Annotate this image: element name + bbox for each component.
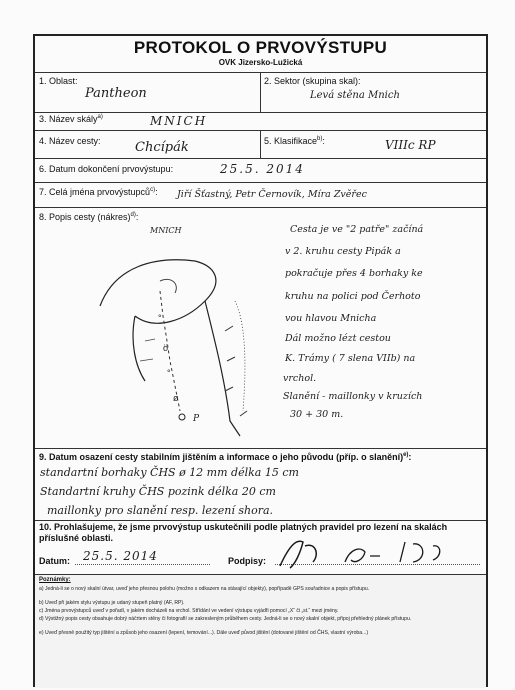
description-line: K. Trámy ( 7 slena VIIb) na [285,353,416,364]
ledge-marks [140,339,155,361]
divider [260,130,261,158]
description-line: Cesta je ve "2 patře" začíná [290,224,424,235]
protocol-form [33,34,488,687]
note-item: d) Výstižný popis cesty obsahuje dobrý náčrtem stěny či fotografií se zakresleným průběhem cesty. Jedná-li se o nový skalní objekt, připoj přehledný plánek přístupu. [39,616,412,622]
description-line: 30 + 30 m. [290,409,344,420]
prohlaseni-label: 10. Prohlašujeme, že jsme prvovýstup uskutečnili podle platných pravidel pro lezení na skalách příslušné oblasti. [39,522,448,543]
anchors-line: standartní borhaky ČHS ø 12 mm délka 15 cm [40,466,299,479]
divider [35,520,486,521]
podpisy-label: Podpisy: [228,556,267,566]
nazev-skaly-value: MNICH [150,114,208,128]
datum-dokonceni-value: 25.5. 2014 [220,162,305,176]
sektor-value: Levá stěna Mnich [310,90,400,101]
jmena-label: 7. Celá jména prvovýstupců$^{c)}$: [39,187,158,197]
klasifikace-value: VIIIc RP [385,138,436,152]
divider [35,448,486,449]
crack-line [235,301,245,411]
bolt-mark: ° [158,313,162,323]
nazev-cesty-label: 4. Název cesty: [39,136,101,146]
oblast-label: 1. Oblast: [39,76,78,86]
datum-line [75,564,210,565]
popis-label: 8. Popis cesty (nákres)$^{d)}$: [39,212,139,222]
route-sketch [75,221,275,446]
jmena-value: Jiří Šťastný, Petr Černovík, Míra Zvěřec [177,189,367,200]
description-line: kruhu na polici pod Čerhoto [285,291,421,302]
form-title: PROTOKOL O PRVOVÝSTUPU [133,38,388,57]
bolt-mark: ° [167,368,171,378]
divider [35,182,486,183]
note-item: e) Uveď přesně použitý typ jištění a způsob jeho osazení (lepení, temování...). Dále uveď původ jištění (dotované jištění od ČHS, vlastní výroba...) [39,630,369,636]
description-line: v 2. kruhu cesty Pipák a [285,246,401,257]
sektor-label: 2. Sektor (skupina skal): [264,76,361,86]
description-line: Slanění - maillonky v kruzích [283,391,423,402]
description-line: vrchol. [283,373,317,384]
anchors-line: maillonky pro slanění resp. lezení shora. [47,504,274,517]
datum-value: 25.5. 2014 [83,549,158,563]
notes-section [35,574,486,688]
divider [35,112,486,113]
note-item: a) Jedná-li se o nový skalní útvar, uveď jeho přesnou polohu (možno s odkazem na stávající objekty), popřípadě GPS souřadnice a popis přístupu. [39,586,370,592]
signatures [275,534,475,572]
notes-title: Poznámky: [39,577,71,583]
datum-label: Datum: [39,556,70,566]
form-subtitle: OVK Jizersko-Lužická [218,58,303,67]
sketch-rock-label: MNICH [150,226,182,235]
description-line: pokračuje přes 4 borhaky ke [285,268,423,279]
anchors-line: Standartní kruhy ČHS pozink délka 20 cm [40,485,276,498]
note-item: b) Uveď při jakém stylu výstupu je udaný stupeň platný (AF, RP). [39,600,185,606]
belay-label: P [193,414,200,424]
bolt-mark: ø [173,393,179,403]
description-line: vou hlavou Mnicha [285,313,377,324]
oblast-value: Pantheon [85,86,147,101]
divider [35,207,486,208]
nazev-cesty-value: Chcípák [135,140,189,155]
divider [35,158,486,159]
klasifikace-label: 5. Klasifikace$^{b)}$: [264,136,325,146]
note-item: c) Jména prvovýstupců uveď v pořadí, v jakém docházeli na vrchol. Střídání ve vedení výstupu vyjádři pomocí „X“ či „st.“ mezi jmény. [39,608,339,614]
divider [260,72,261,112]
datum-osazeni-label: 9. Datum osazení cesty stabilním jištěním a informace o jeho původu (příp. o slanění)$^{e)}$: [39,452,412,462]
datum-dokonceni-label: 6. Datum dokončení prvovýstupu: [39,164,174,174]
rock-face-outline [133,301,240,436]
bolt-mark: ö [163,343,169,353]
nazev-skaly-label: 3. Název skály$^{a)}$ [39,114,103,124]
head-shape [160,279,176,293]
anchor-ring [179,414,185,420]
description-line: Dál možno lézt cestou [285,333,391,344]
